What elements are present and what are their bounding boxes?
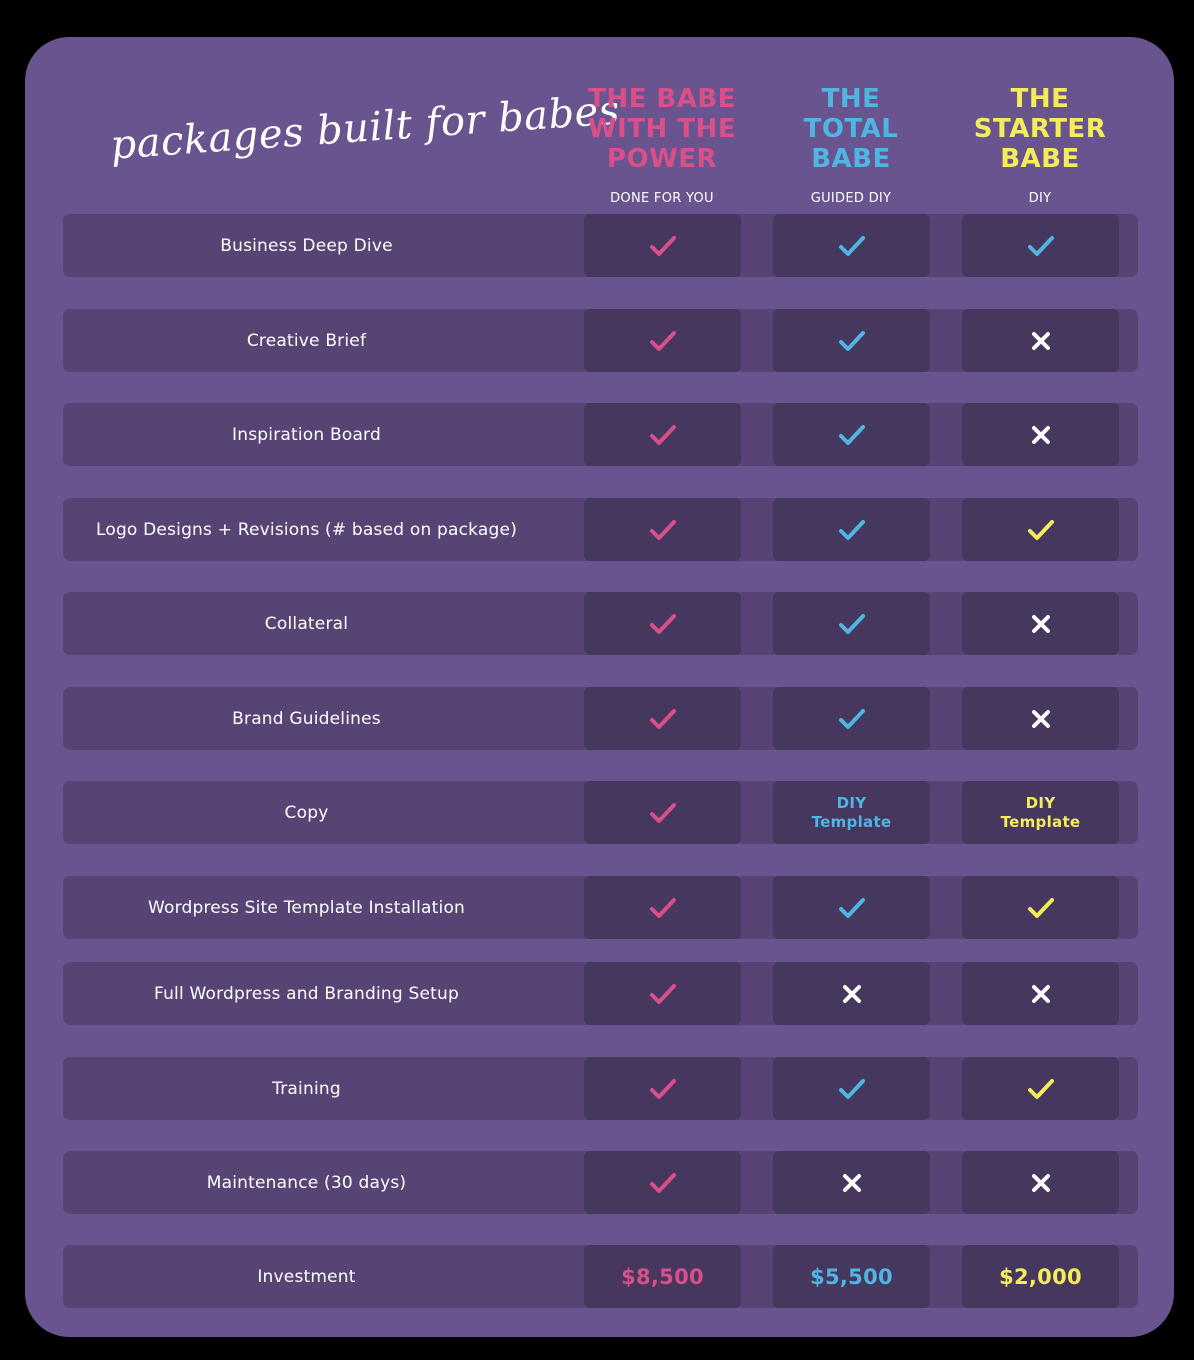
x-icon [1030,330,1052,352]
cell-2 [773,781,930,844]
x-icon [1030,983,1052,1005]
cell-1 [584,1151,741,1214]
cell-2 [773,876,930,939]
feature-label: Copy [284,802,329,823]
check-icon [649,896,677,920]
check-icon [838,896,866,920]
cell-text [812,794,892,832]
table-row [63,687,1138,750]
package-name-2 [771,84,931,174]
check-icon [838,707,866,731]
cell-2 [773,1057,930,1120]
package-type-2: GUIDED DIY [810,191,892,206]
table-row [63,214,1138,277]
feature-label: Inspiration Board [232,424,381,445]
cell-3 [962,214,1119,277]
cell-1 [584,403,741,466]
package-name-line: POWER [606,144,718,174]
check-icon [838,234,866,258]
cell-text-line: DIY [836,793,867,812]
package-type-1: DONE FOR YOU [610,191,714,206]
package-name-line: BABE [1000,144,1080,174]
price-value: $2,000 [999,1264,1082,1289]
page-title: packages built for babes [109,87,622,169]
package-type-3: DIY [1028,191,1052,206]
x-icon [841,1172,863,1194]
package-name-3 [960,84,1120,174]
x-icon [1030,708,1052,730]
check-icon [649,801,677,825]
x-icon [841,983,863,1005]
cell-1 [584,592,741,655]
feature-label: Full Wordpress and Branding Setup [154,983,459,1004]
x-icon [1030,1172,1052,1194]
feature-label: Collateral [264,613,349,634]
feature-label: Brand Guidelines [232,708,381,729]
check-icon [649,1171,677,1195]
cell-3 [962,1245,1119,1308]
check-icon [838,423,866,447]
feature-label: Maintenance (30 days) [206,1172,407,1193]
check-icon [649,982,677,1006]
check-icon [649,518,677,542]
feature-label: Logo Designs + Revisions (# based on package) [95,519,518,540]
cell-3 [962,962,1119,1025]
check-icon [1027,1077,1055,1101]
table-row [63,1151,1138,1214]
check-icon [1027,518,1055,542]
cell-3 [962,1151,1119,1214]
check-icon [838,1077,866,1101]
feature-label: Creative Brief [246,330,367,351]
cell-3 [962,592,1119,655]
cell-1 [584,1057,741,1120]
cell-1 [584,214,741,277]
table-row [63,1057,1138,1120]
cell-text-line: Template [811,812,892,831]
package-name-line: THE STARTER [973,84,1107,144]
cell-1 [584,498,741,561]
cell-2 [773,214,930,277]
cell-3 [962,309,1119,372]
check-icon [649,1077,677,1101]
check-icon [649,234,677,258]
cell-2 [773,403,930,466]
check-icon [838,612,866,636]
price-value: $8,500 [621,1264,704,1289]
cell-3 [962,1057,1119,1120]
cell-2 [773,1245,930,1308]
table-row [63,309,1138,372]
cell-2 [773,1151,930,1214]
x-icon [1030,424,1052,446]
package-name-line: WITH THE [587,114,737,144]
cell-3 [962,781,1119,844]
price-value: $5,500 [810,1264,893,1289]
check-icon [649,423,677,447]
table-row [63,592,1138,655]
table-row [63,1245,1138,1308]
cell-text-line: DIY [1025,793,1056,812]
cell-1 [584,687,741,750]
table-row [63,962,1138,1025]
cell-1 [584,962,741,1025]
table-row [63,403,1138,466]
check-icon [649,329,677,353]
cell-2 [773,687,930,750]
check-icon [838,518,866,542]
cell-3 [962,876,1119,939]
package-name-line: THE BABE [588,84,736,114]
cell-3 [962,687,1119,750]
feature-label: Investment [257,1266,356,1287]
table-row [63,876,1138,939]
package-name-line: THE TOTAL [803,84,899,144]
cell-3 [962,403,1119,466]
check-icon [649,707,677,731]
package-name-1 [582,84,742,174]
package-name-line: BABE [811,144,891,174]
cell-2 [773,498,930,561]
x-icon [1030,613,1052,635]
feature-label: Training [272,1078,341,1099]
cell-2 [773,962,930,1025]
check-icon [649,612,677,636]
cell-2 [773,592,930,655]
cell-text [1001,794,1081,832]
cell-2 [773,309,930,372]
cell-1 [584,309,741,372]
check-icon [1027,896,1055,920]
check-icon [838,329,866,353]
cell-1 [584,876,741,939]
cell-1 [584,1245,741,1308]
feature-label: Wordpress Site Template Installation [147,897,466,918]
check-icon [1027,234,1055,258]
feature-label: Business Deep Dive [220,235,393,256]
cell-text-line: Template [1000,812,1081,831]
table-row [63,781,1138,844]
cell-1 [584,781,741,844]
table-row [63,498,1138,561]
cell-3 [962,498,1119,561]
